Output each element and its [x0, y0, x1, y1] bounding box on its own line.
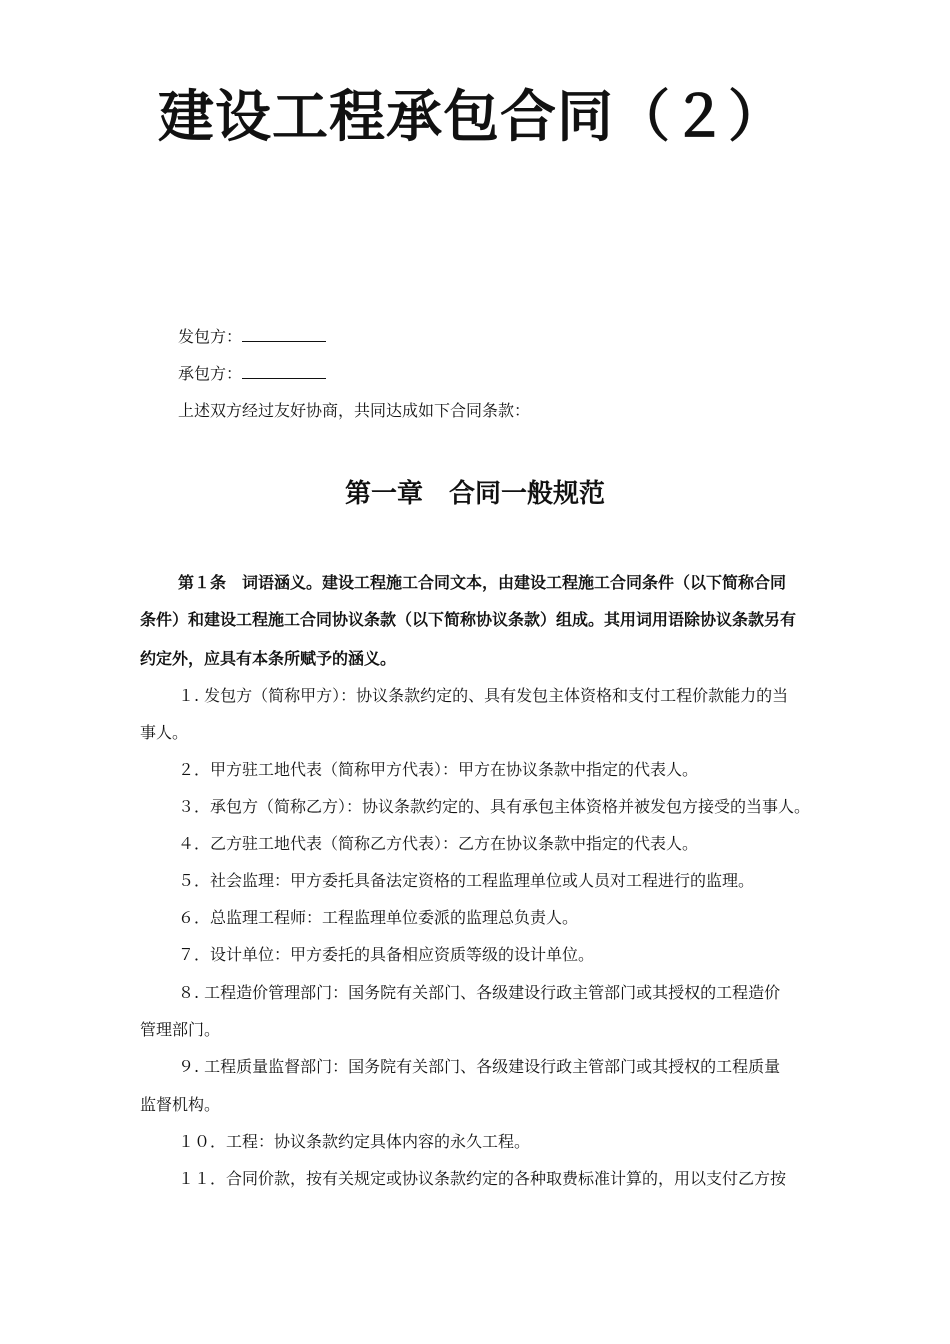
preamble: 上述双方经过友好协商，共同达成如下合同条款： — [178, 401, 531, 420]
article-1-line-3: 约定外，应具有本条所赋予的涵义。 — [140, 649, 397, 668]
definition-3: ３．承包方（简称乙方）：协议条款约定的、具有承包主体资格并被发包方接受的当事人。 — [178, 797, 811, 816]
definition-6: ６．总监理工程师：工程监理单位委派的监理总负责人。 — [178, 908, 579, 927]
contractor-line — [178, 363, 326, 385]
definition-8: ８. 工程造价管理部门：国务院有关部门、各级建设行政主管部门或其授权的工程造价 — [178, 983, 781, 1002]
definition-7: ７．设计单位：甲方委托的具备相应资质等级的设计单位。 — [178, 945, 595, 964]
article-1-line-2: 条件）和建设工程施工合同协议条款（以下简称协议条款）组成。其用词用语除协议条款另有 — [140, 610, 797, 629]
employer-line — [178, 326, 326, 348]
definition-11: １１．合同价款，按有关规定或协议条款约定的各种取费标准计算的，用以支付乙方按 — [178, 1169, 787, 1188]
definition-10: １０．工程：协议条款约定具体内容的永久工程。 — [178, 1132, 531, 1151]
definition-9-cont: 监督机构。 — [140, 1095, 221, 1114]
definition-1-cont: 事人。 — [140, 723, 189, 742]
definition-1: １. 发包方（简称甲方）：协议条款约定的、具有发包主体资格和支付工程价款能力的当 — [178, 686, 789, 705]
document-title: 建设工程承包合同（２） — [158, 84, 785, 150]
definition-4: ４．乙方驻工地代表（简称乙方代表）：乙方在协议条款中指定的代表人。 — [178, 834, 699, 853]
employer-blank — [242, 327, 326, 342]
contractor-blank — [242, 364, 326, 379]
definition-2: ２．甲方驻工地代表（简称甲方代表）：甲方在协议条款中指定的代表人。 — [178, 760, 699, 779]
definition-9: ９. 工程质量监督部门：国务院有关部门、各级建设行政主管部门或其授权的工程质量 — [178, 1057, 781, 1076]
definition-5: ５．社会监理：甲方委托具备法定资格的工程监理单位或人员对工程进行的监理。 — [178, 871, 755, 890]
contractor-label: 承包方： — [178, 364, 243, 383]
definition-8-cont: 管理部门。 — [140, 1020, 221, 1039]
employer-label: 发包方： — [178, 327, 243, 346]
article-1-line-1: 第１条 词语涵义。建设工程施工合同文本，由建设工程施工合同条件（以下简称合同 — [178, 573, 787, 592]
chapter-title: 第一章 合同一般规范 — [344, 479, 605, 509]
